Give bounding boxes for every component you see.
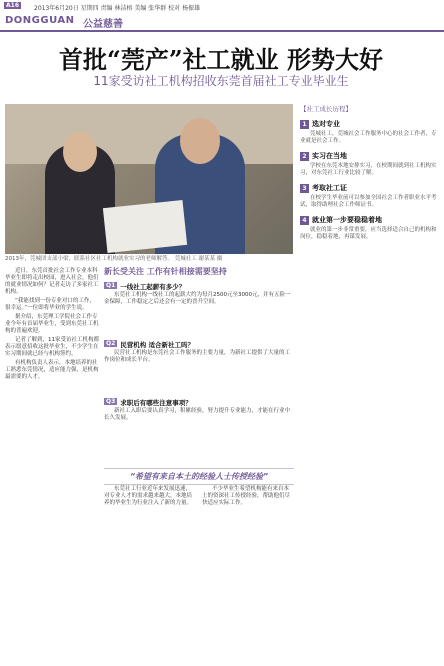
lower-article-column [202, 486, 294, 509]
step-number: 4 [300, 216, 309, 225]
section-name-en: DONGGUAN [5, 15, 75, 26]
feature-title: 新长受关注 工作有针相接需要坚持 [104, 267, 227, 276]
qa-block [104, 282, 294, 306]
issue-info: 2013年6月20日 星期四 责编 林洁榕 美编 张华群 校对 杨振雄 [34, 5, 201, 12]
step-number: 1 [300, 120, 309, 129]
sidebar-section [300, 183, 440, 193]
person-left-face [63, 132, 97, 172]
news-photo [5, 104, 293, 254]
qa-question-text: 民营机构 适合新社工吗？ [120, 341, 195, 349]
qa-block [104, 398, 294, 422]
photo-background [5, 104, 293, 164]
qa-question [104, 282, 294, 291]
lower-article-column [104, 486, 196, 509]
qa-tag: Q2 [106, 340, 116, 347]
step-title: 就业第一步要稳稳着地 [312, 216, 382, 224]
sidebar-section [300, 119, 440, 129]
person-right-face [180, 118, 220, 164]
article-paragraph: 记者了解到，11家受访社工机构都表示愿意招收这批毕业生，不少学生在实习期间就已经与机构签约。 [5, 337, 99, 357]
qa-answer: 东莞社工机构一线社工的起薪大约为每月2500元至3000元，并有五险一金保障，工作稳定之后还会有一定的晋升空间。 [104, 292, 291, 305]
step-number: 3 [300, 184, 309, 193]
qa-tag: Q1 [106, 282, 116, 289]
subheadline: 11家受访社工机构招收东莞首届社工专业毕业生 [93, 74, 349, 88]
qa-answer: 新社工入职后要认真学习，积累经验，努力提升专业能力，才能在行业中长久发展。 [104, 408, 291, 421]
step-number: 2 [300, 152, 309, 161]
article-paragraph: “我能找到一份专业对口的工作，很幸运。”一位即将毕业的学生说。 [5, 298, 95, 311]
photo-caption: 2013年，莞城团支部小梁，联系社区社工机构就业实习的老师解答。 莞城社工 谢某某 摄 [5, 256, 223, 262]
article-paragraph: 不少毕业生希望机构能有来自本土的资深社工传授经验，帮助他们尽快适应实际工作。 [202, 486, 291, 506]
section-brand [0, 12, 444, 32]
headline: 首批“莞产”社工就业 形势大好 [59, 45, 383, 74]
sidebar-timeline [300, 104, 440, 664]
qa-tag: Q3 [106, 398, 116, 405]
step-title: 考取社工证 [312, 184, 347, 192]
section-name-cn: 公益慈善 [83, 19, 123, 30]
article-paragraph: 有机构负责人表示，本地培养的社工熟悉东莞情况，适应能力强，是机构最需要的人才。 [5, 360, 99, 380]
step-text: 莞城社工，莞城社会工作服务中心的社会工作者，专业就是社会工作。 [300, 131, 437, 144]
page-number: A16 [6, 2, 19, 9]
qa-question-text: 一线社工起薪有多少？ [120, 283, 186, 291]
step-title: 选对专业 [312, 120, 340, 128]
document-in-hand [103, 200, 187, 253]
qa-answer: 民营社工机构是东莞社会工作服务的主要力量，为新社工提供了大量的工作岗位和成长平台。 [104, 350, 291, 363]
qa-question [104, 398, 294, 407]
article-paragraph: 近日，东莞首批社会工作专业本科毕业生即将走出校园，进入社会，他们的就业情况如何？记者走访了多家社工机构。 [5, 268, 99, 295]
article-paragraph: 据介绍，东莞理工学院社会工作专业今年有首届毕业生，受到东莞社工机构的普遍欢迎。 [5, 314, 99, 334]
qa-question [104, 340, 294, 349]
left-article-column [5, 268, 99, 383]
step-text: 学校在东莞本地安排实习，在校期间就到社工机构实习，对东莞社工行业比较了解。 [300, 163, 437, 176]
sidebar-section [300, 151, 440, 161]
step-title: 实习在当地 [312, 152, 347, 160]
sidebar-header: 【社工成长历程】 [300, 105, 352, 113]
article-paragraph: 东莞社工行业近年来发展迅速，对专业人才的需求越来越大，本地培养的毕业生为行业注入了新的力量。 [104, 486, 193, 506]
sidebar-section [300, 215, 440, 225]
step-text: 就业的第一步非常重要，应当选择适合自己的机构和岗位，稳稳着地，再谋发展。 [300, 227, 437, 240]
qa-question-text: 求职后有哪些注意事项？ [120, 399, 192, 407]
pull-quote: “希望有来自本土的经验人士传授经验” [104, 468, 294, 485]
step-text: 在校学生毕业前可以参加全国社会工作者职业水平考试，取得助理社会工作师证书。 [300, 195, 437, 208]
qa-block [104, 340, 294, 364]
